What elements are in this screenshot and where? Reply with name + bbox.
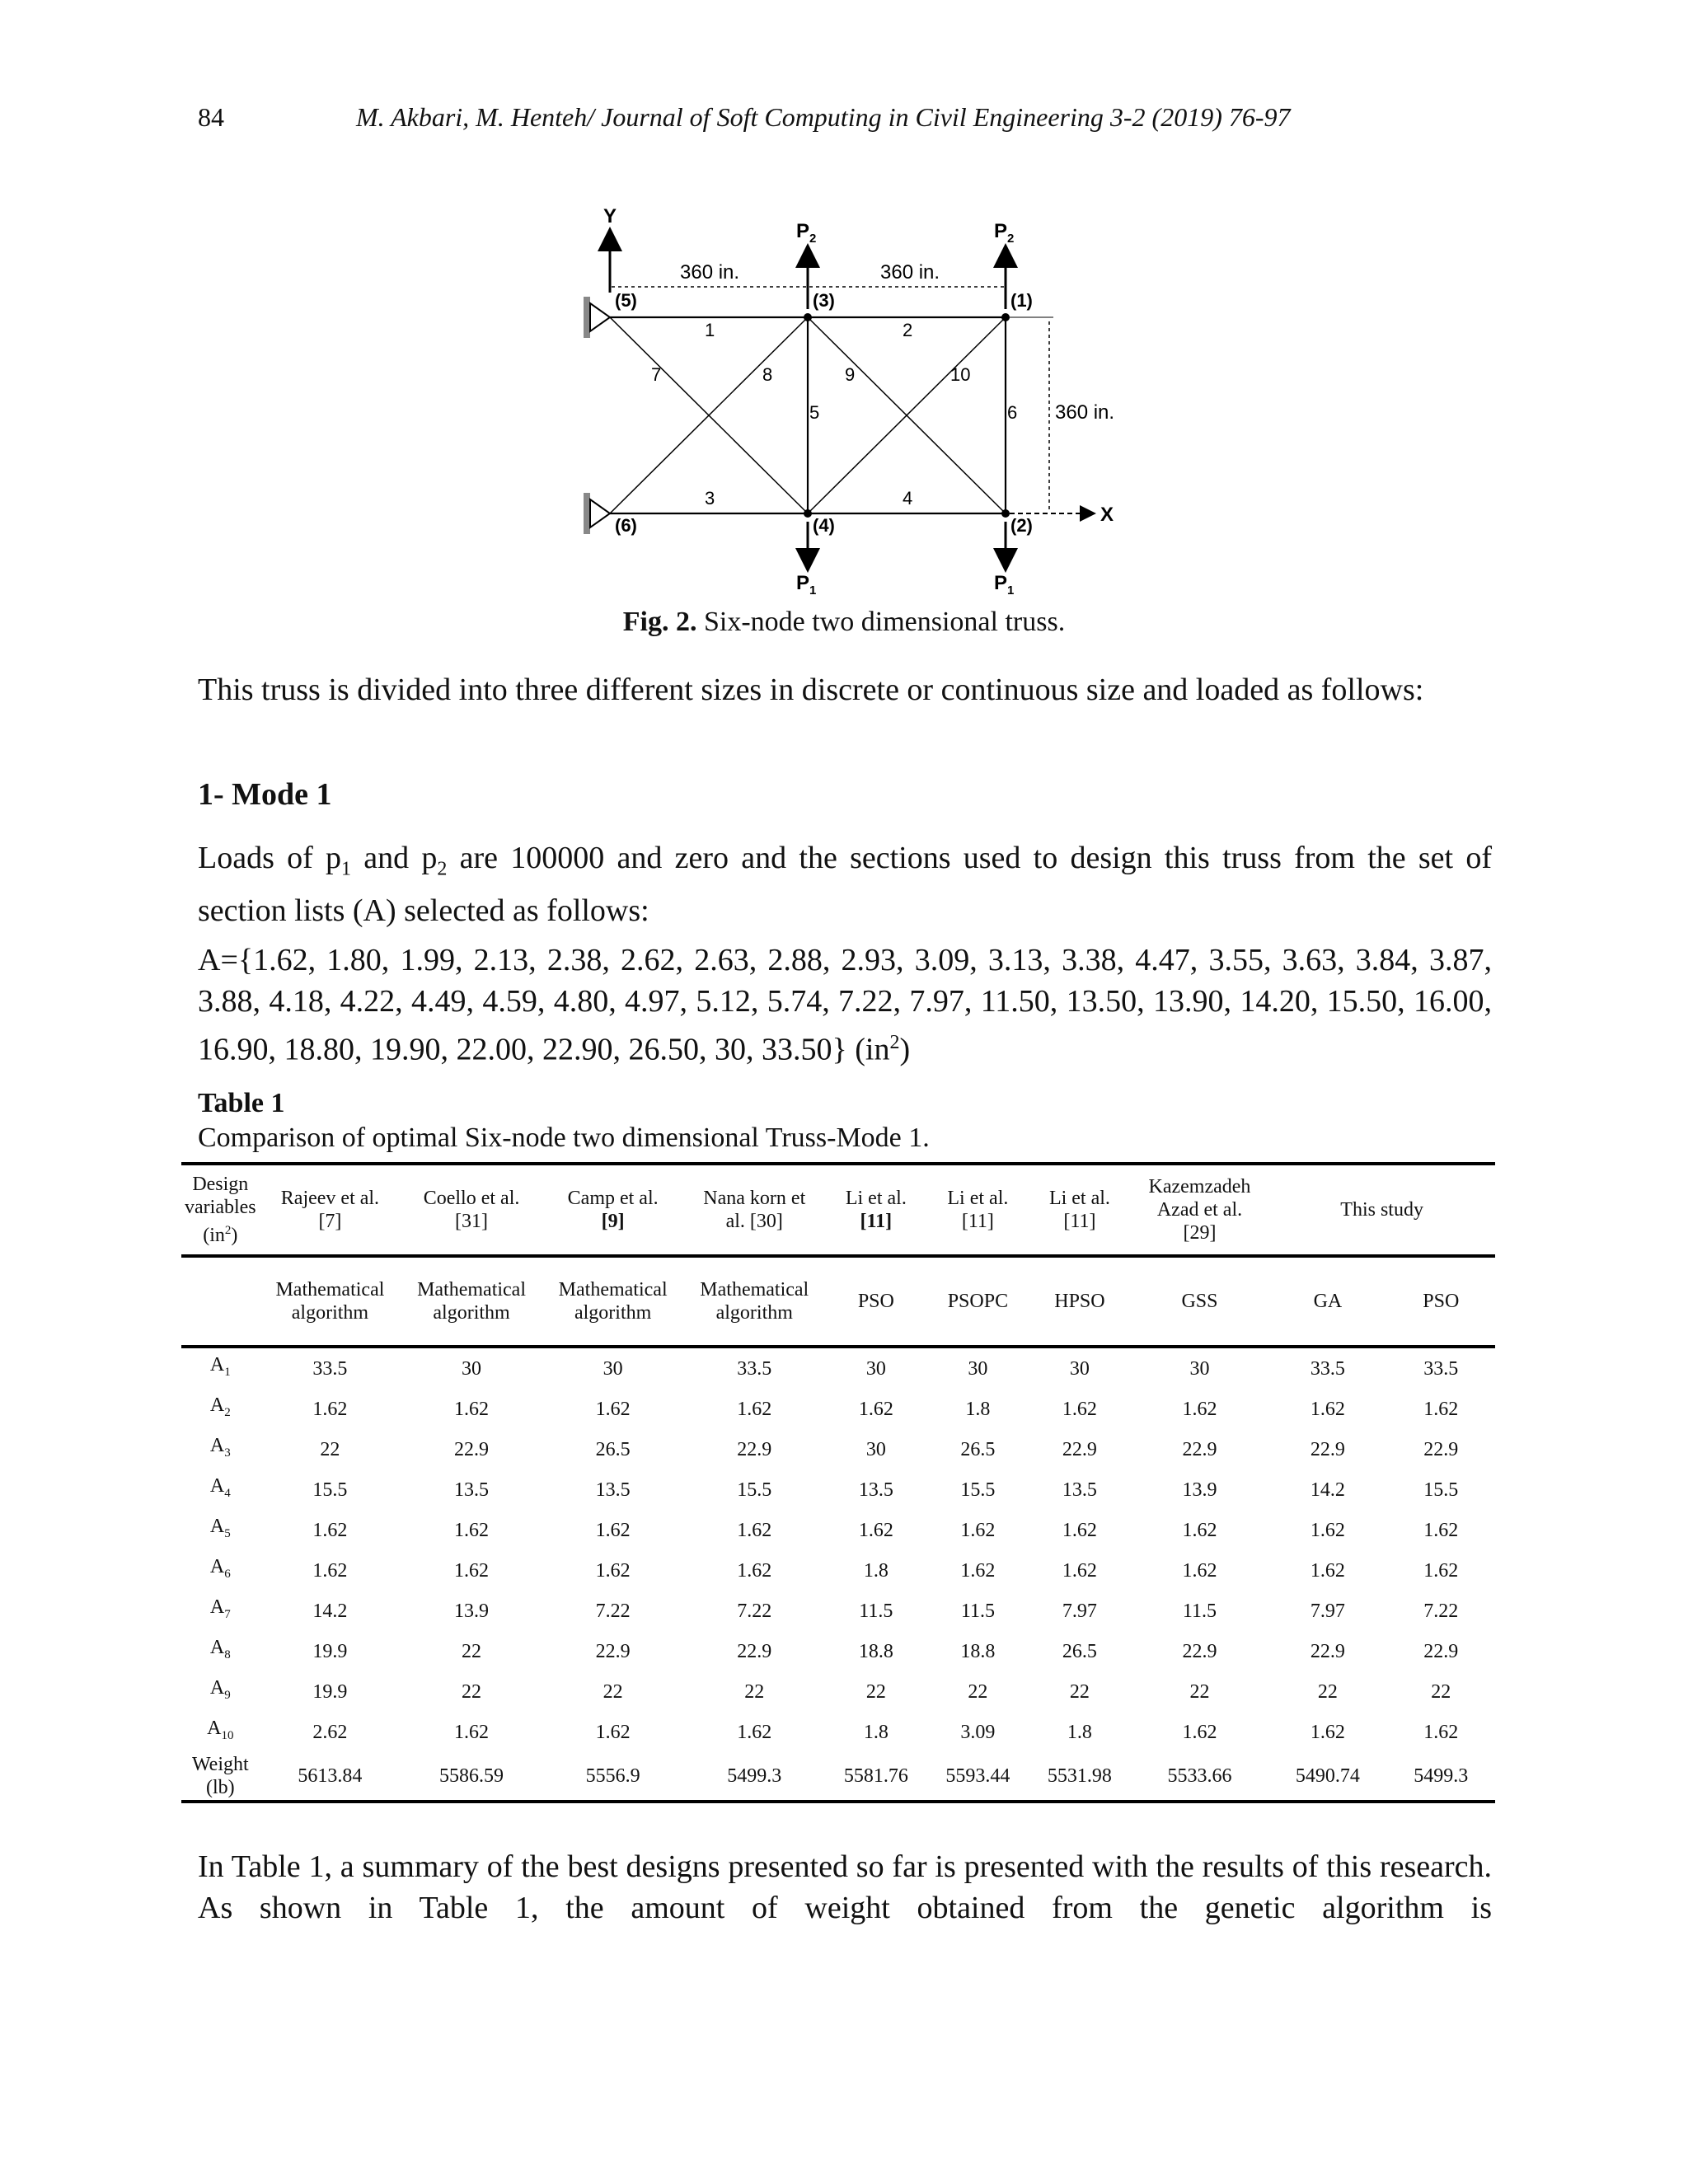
table-cell: 1.62 bbox=[454, 1559, 490, 1582]
loads-text-b: and p bbox=[351, 841, 438, 875]
table-cell: 22 bbox=[462, 1680, 482, 1703]
load-p2-right-label: P bbox=[994, 220, 1008, 242]
table-cell: 1.62 bbox=[1310, 1398, 1345, 1420]
table-cell: 22 bbox=[968, 1680, 988, 1703]
member-label-8: 8 bbox=[762, 364, 773, 385]
pin-support-bottom bbox=[584, 493, 610, 534]
table-cell: 1.62 bbox=[1310, 1559, 1345, 1582]
header-method: Mathematical algorithm bbox=[683, 1256, 825, 1347]
table-cell: 13.5 bbox=[858, 1479, 893, 1501]
header-author-li-psopc: Li et al. [11] bbox=[927, 1164, 1029, 1256]
table-cell: 13.5 bbox=[1062, 1479, 1097, 1501]
table-cell: 18.8 bbox=[960, 1640, 996, 1662]
table-cell: 1.62 bbox=[1423, 1721, 1459, 1743]
header-method: GA bbox=[1268, 1256, 1386, 1347]
table-cell: 30 bbox=[401, 1347, 542, 1389]
y-axis-label: Y bbox=[603, 205, 617, 227]
table-cell: 30 bbox=[1029, 1347, 1131, 1389]
table-cell: 1.62 bbox=[960, 1559, 996, 1582]
header-author-coello: Coello et al. [31] bbox=[401, 1164, 542, 1256]
header-author-camp: Camp et al. [9] bbox=[542, 1164, 684, 1256]
table-cell: 1.62 bbox=[1062, 1519, 1097, 1541]
weight-cell: 5533.66 bbox=[1131, 1752, 1269, 1802]
weight-cell: 5593.44 bbox=[927, 1752, 1029, 1802]
node-label-2: (2) bbox=[1010, 515, 1033, 536]
table-cell: 22 bbox=[603, 1680, 623, 1703]
table-cell: 7.22 bbox=[737, 1600, 772, 1622]
load-p1-left-sub: 1 bbox=[809, 583, 817, 598]
table-cell: 22 bbox=[1069, 1680, 1090, 1703]
table-cell: 2.62 bbox=[312, 1721, 348, 1743]
table-cell: 13.9 bbox=[1182, 1479, 1217, 1501]
table-cell: 1.62 bbox=[454, 1721, 490, 1743]
weight-cell: 5499.3 bbox=[1387, 1752, 1495, 1802]
dim-label-vertical: 360 in. bbox=[1055, 401, 1115, 424]
table-cell: 33.5 bbox=[260, 1347, 401, 1389]
table-cell: 1.62 bbox=[312, 1519, 348, 1541]
table-cell: 11.5 bbox=[1182, 1600, 1217, 1622]
table-row bbox=[181, 1347, 1495, 1389]
member-label-4: 4 bbox=[903, 488, 913, 509]
node-label-3: (3) bbox=[813, 290, 835, 311]
load-p2-left-label: P bbox=[796, 220, 810, 242]
header-author-rajeev: Rajeev et al. [7] bbox=[260, 1164, 401, 1256]
loads-text-c: are 100000 and zero and the sections used to design this truss from the set of section lists (A) selected as follows: bbox=[198, 841, 1493, 928]
table-row bbox=[181, 1712, 1495, 1752]
table-cell: 1.62 bbox=[454, 1398, 490, 1420]
row-variable: $A_1$ bbox=[181, 1347, 260, 1389]
table-cell: 11.5 bbox=[859, 1600, 893, 1622]
table-cell: 1.62 bbox=[595, 1398, 631, 1420]
table-cell: 1.62 bbox=[1062, 1559, 1097, 1582]
comparison-table bbox=[181, 1162, 1495, 1803]
weight-cell: 5499.3 bbox=[683, 1752, 825, 1802]
table-cell: 22.9 bbox=[737, 1438, 772, 1460]
table-cell: 1.62 bbox=[595, 1559, 631, 1582]
header-method: HPSO bbox=[1029, 1256, 1131, 1347]
weight-cell: 5531.98 bbox=[1029, 1752, 1131, 1802]
header-method: Mathematical algorithm bbox=[260, 1256, 401, 1347]
row-variable: $A_4$ bbox=[209, 1475, 231, 1500]
table-cell: 22.9 bbox=[1423, 1438, 1459, 1460]
table-cell: 30 bbox=[1131, 1347, 1269, 1389]
table-row bbox=[181, 1550, 1495, 1591]
table-cell: 1.62 bbox=[595, 1519, 631, 1541]
section-set-sup: 2 bbox=[889, 1032, 900, 1053]
weight-cell: 5581.76 bbox=[825, 1752, 927, 1802]
node-label-4: (4) bbox=[813, 515, 835, 536]
table-cell: 15.5 bbox=[1423, 1479, 1459, 1501]
section-set-text: A={1.62, 1.80, 1.99, 2.13, 2.38, 2.62, 2.63, 2.88, 2.93, 3.09, 3.13, 3.38, 4.47, 3.55, 3.63, 3.84, 3.87, 3.88, 4.18, 4.22, 4.49, 4.59, 4.80, 4.97, 5.12, 5.74, 7.22, 7.97, 11.50, 13.50, 13.90, 14.20, 15.50, 16.00, 16.90, 18.80, 19.90, 22.00, 22.90, 26.50, 30, 33.50} (in bbox=[198, 943, 1492, 1067]
load-p2-left-sub: 2 bbox=[809, 232, 817, 246]
table-cell: 18.8 bbox=[858, 1640, 893, 1662]
node-1-dot bbox=[1001, 313, 1010, 321]
row-weight-label: Weight (lb) bbox=[181, 1752, 260, 1802]
table-cell: 13.5 bbox=[595, 1479, 631, 1501]
table-row bbox=[181, 1510, 1495, 1550]
table-cell: 1.62 bbox=[1182, 1398, 1217, 1420]
header-method-empty bbox=[181, 1256, 260, 1347]
table-cell: 33.5 bbox=[683, 1347, 825, 1389]
table-cell: 1.62 bbox=[1423, 1519, 1459, 1541]
table-cell: 22.9 bbox=[1062, 1438, 1097, 1460]
table-cell: 1.62 bbox=[1182, 1559, 1217, 1582]
weight-cell: 5490.74 bbox=[1268, 1752, 1386, 1802]
table-cell: 1.62 bbox=[1310, 1721, 1345, 1743]
table-cell: 1.62 bbox=[454, 1519, 490, 1541]
loads-text-a: Loads of p bbox=[198, 841, 342, 875]
load-p1-right-label: P bbox=[994, 572, 1008, 594]
member-label-9: 9 bbox=[845, 364, 856, 385]
load-p1-left-label: P bbox=[796, 572, 810, 594]
table-cell: 1.62 bbox=[858, 1398, 893, 1420]
member-label-7: 7 bbox=[651, 364, 662, 385]
table-cell: 1.8 bbox=[965, 1398, 991, 1420]
table-cell: 30 bbox=[542, 1347, 684, 1389]
row-variable: $A_7$ bbox=[209, 1596, 231, 1621]
table-cell: 13.5 bbox=[454, 1479, 490, 1501]
table-cell: 22.9 bbox=[737, 1640, 772, 1662]
node-3-dot bbox=[804, 313, 812, 321]
table-cell: 14.2 bbox=[312, 1600, 348, 1622]
table-cell: 33.5 bbox=[1387, 1347, 1495, 1389]
svg-text:P1 bbox=[994, 572, 1014, 598]
load-p1-right-sub: 1 bbox=[1007, 583, 1015, 598]
row-variable: $A_8$ bbox=[209, 1637, 231, 1661]
row-variable: $A_6$ bbox=[209, 1556, 231, 1581]
pin-support-top bbox=[584, 297, 610, 338]
table-cell: 22 bbox=[1189, 1680, 1210, 1703]
intro-paragraph: This truss is divided into three different sizes in discrete or continuous size and loaded as follows: bbox=[198, 673, 1424, 707]
header-method: PSOPC bbox=[927, 1256, 1029, 1347]
row-variable: $A_5$ bbox=[209, 1516, 231, 1540]
table-cell: 19.9 bbox=[312, 1640, 348, 1662]
table-cell: 15.5 bbox=[312, 1479, 348, 1501]
table-cell: 1.62 bbox=[1182, 1519, 1217, 1541]
dim-label-left: 360 in. bbox=[680, 261, 740, 284]
table-cell: 14.2 bbox=[1310, 1479, 1345, 1501]
table-cell: 7.22 bbox=[595, 1600, 631, 1622]
table-cell: 1.62 bbox=[737, 1559, 772, 1582]
table-label: Table 1 bbox=[198, 1088, 285, 1118]
table-cell: 1.62 bbox=[737, 1398, 772, 1420]
table-cell: 22.9 bbox=[595, 1640, 631, 1662]
member-label-3: 3 bbox=[705, 488, 715, 509]
loads-sub-1: 1 bbox=[341, 858, 352, 880]
header-design-variables: Design variables $(in^2)$ bbox=[181, 1164, 260, 1256]
node-label-5: (5) bbox=[615, 290, 637, 311]
svg-text:P2 bbox=[994, 220, 1014, 246]
table-cell: 1.8 bbox=[863, 1721, 889, 1743]
table-cell: 1.62 bbox=[1423, 1559, 1459, 1582]
row-variable: $A_9$ bbox=[209, 1677, 231, 1702]
table-cell: 1.62 bbox=[1310, 1519, 1345, 1541]
figure-caption-text: Six-node two dimensional truss. bbox=[696, 607, 1066, 637]
table-cell: 26.5 bbox=[595, 1438, 631, 1460]
row-variable: $A_2$ bbox=[209, 1394, 231, 1419]
table-cell: 1.62 bbox=[1062, 1398, 1097, 1420]
table-cell: 22.9 bbox=[1310, 1640, 1345, 1662]
member-label-2: 2 bbox=[903, 320, 913, 340]
header-author-nanakorn: Nana korn et al. [30] bbox=[683, 1164, 825, 1256]
member-label-5: 5 bbox=[809, 402, 820, 423]
table-cell: 22.9 bbox=[454, 1438, 490, 1460]
table-body bbox=[181, 1347, 1495, 1802]
header-method: Mathematical algorithm bbox=[401, 1256, 542, 1347]
table-cell: 1.8 bbox=[863, 1559, 889, 1582]
node-2-dot bbox=[1001, 509, 1010, 518]
header-this-study: This study bbox=[1268, 1164, 1495, 1256]
loads-paragraph bbox=[198, 837, 1492, 931]
row-variable: $A_{10}$ bbox=[207, 1718, 234, 1742]
weight-cell: 5586.59 bbox=[401, 1752, 542, 1802]
figure-caption-label: Fig. 2. bbox=[622, 607, 697, 637]
row-variable: $A_3$ bbox=[209, 1435, 231, 1460]
table-cell: 22 bbox=[744, 1680, 765, 1703]
figure-caption bbox=[0, 607, 1688, 638]
table-cell: 1.62 bbox=[312, 1398, 348, 1420]
table-row bbox=[181, 1631, 1495, 1671]
table-cell: 30 bbox=[927, 1347, 1029, 1389]
table-cell: 1.8 bbox=[1067, 1721, 1092, 1743]
table-cell: 1.62 bbox=[737, 1721, 772, 1743]
header-author-li-hpso: Li et al. [11] bbox=[1029, 1164, 1131, 1256]
header-method: Mathematical algorithm bbox=[542, 1256, 684, 1347]
table-cell: 1.62 bbox=[312, 1559, 348, 1582]
header-author-li-pso: Li et al. [11] bbox=[825, 1164, 927, 1256]
member-label-1: 1 bbox=[705, 320, 715, 340]
table-cell: 13.9 bbox=[454, 1600, 490, 1622]
svg-text:P1 bbox=[796, 572, 816, 598]
table-cell: 22 bbox=[1431, 1680, 1451, 1703]
table-cell: 33.5 bbox=[1268, 1347, 1386, 1389]
section-set-paragraph bbox=[198, 940, 1492, 1071]
table-row bbox=[181, 1591, 1495, 1631]
table-header-authors-row bbox=[181, 1164, 1495, 1256]
journal-header: M. Akbari, M. Henteh/ Journal of Soft Computing in Civil Engineering 3-2 (2019) 76-97 bbox=[356, 102, 1291, 132]
table-cell: 11.5 bbox=[960, 1600, 995, 1622]
mode-heading: 1- Mode 1 bbox=[198, 777, 332, 812]
table-cell: 1.62 bbox=[737, 1519, 772, 1541]
table-cell: 7.97 bbox=[1310, 1600, 1345, 1622]
table-row bbox=[181, 1389, 1495, 1429]
table-cell: 22.9 bbox=[1310, 1438, 1345, 1460]
table-row bbox=[181, 1429, 1495, 1469]
table-cell: 30 bbox=[865, 1438, 886, 1460]
table-cell: 1.62 bbox=[858, 1519, 893, 1541]
table-header-methods-row bbox=[181, 1256, 1495, 1347]
weight-cell: 5556.9 bbox=[542, 1752, 684, 1802]
header-method: PSO bbox=[1387, 1256, 1495, 1347]
loads-sub-2: 2 bbox=[437, 858, 448, 880]
dim-label-right: 360 in. bbox=[880, 261, 940, 284]
header-author-kazemzadeh: Kazemzadeh Azad et al. [29] bbox=[1131, 1164, 1269, 1256]
truss-diagram bbox=[544, 198, 1170, 610]
table-cell: 1.62 bbox=[595, 1721, 631, 1743]
svg-text:P2 bbox=[796, 220, 816, 246]
table-cell: 22.9 bbox=[1423, 1640, 1459, 1662]
x-axis-label: X bbox=[1100, 504, 1114, 526]
node-4-dot bbox=[804, 509, 812, 518]
table-cell: 19.9 bbox=[312, 1680, 348, 1703]
table-cell: 22.9 bbox=[1182, 1438, 1217, 1460]
header-method: GSS bbox=[1131, 1256, 1269, 1347]
table-cell: 1.62 bbox=[1423, 1398, 1459, 1420]
table-cell: 7.97 bbox=[1062, 1600, 1097, 1622]
table-caption: Comparison of optimal Six-node two dimensional Truss-Mode 1. bbox=[198, 1122, 930, 1153]
table-cell: 22 bbox=[320, 1438, 340, 1460]
table-cell: 22.9 bbox=[1182, 1640, 1217, 1662]
member-label-6: 6 bbox=[1007, 402, 1018, 423]
node-label-1: (1) bbox=[1010, 290, 1033, 311]
table-cell: 22 bbox=[462, 1640, 482, 1662]
table-cell: 1.62 bbox=[1182, 1721, 1217, 1743]
table-row bbox=[181, 1671, 1495, 1712]
table-cell: 22 bbox=[1317, 1680, 1338, 1703]
node-label-6: (6) bbox=[615, 515, 637, 536]
table-row-weight bbox=[181, 1752, 1495, 1802]
table-cell: 15.5 bbox=[960, 1479, 996, 1501]
load-p2-right-sub: 2 bbox=[1007, 232, 1015, 246]
weight-cell: 5613.84 bbox=[260, 1752, 401, 1802]
table-cell: 7.22 bbox=[1423, 1600, 1459, 1622]
table-cell: 15.5 bbox=[737, 1479, 772, 1501]
table-cell: 26.5 bbox=[960, 1438, 996, 1460]
closing-paragraph: In Table 1, a summary of the best designs presented so far is presented with the results of this research. As shown in Table 1, the amount of weight obtained from the genetic algorithm is bbox=[198, 1849, 1492, 1925]
page-number: 84 bbox=[198, 102, 224, 132]
member-label-10: 10 bbox=[950, 364, 971, 385]
table-cell: 30 bbox=[825, 1347, 927, 1389]
table-cell: 1.62 bbox=[960, 1519, 996, 1541]
section-set-end: ) bbox=[899, 1032, 911, 1067]
table-row bbox=[181, 1469, 1495, 1510]
header-method: PSO bbox=[825, 1256, 927, 1347]
table-cell: 3.09 bbox=[960, 1721, 996, 1743]
table-cell: 26.5 bbox=[1062, 1640, 1097, 1662]
table-cell: 22 bbox=[865, 1680, 886, 1703]
